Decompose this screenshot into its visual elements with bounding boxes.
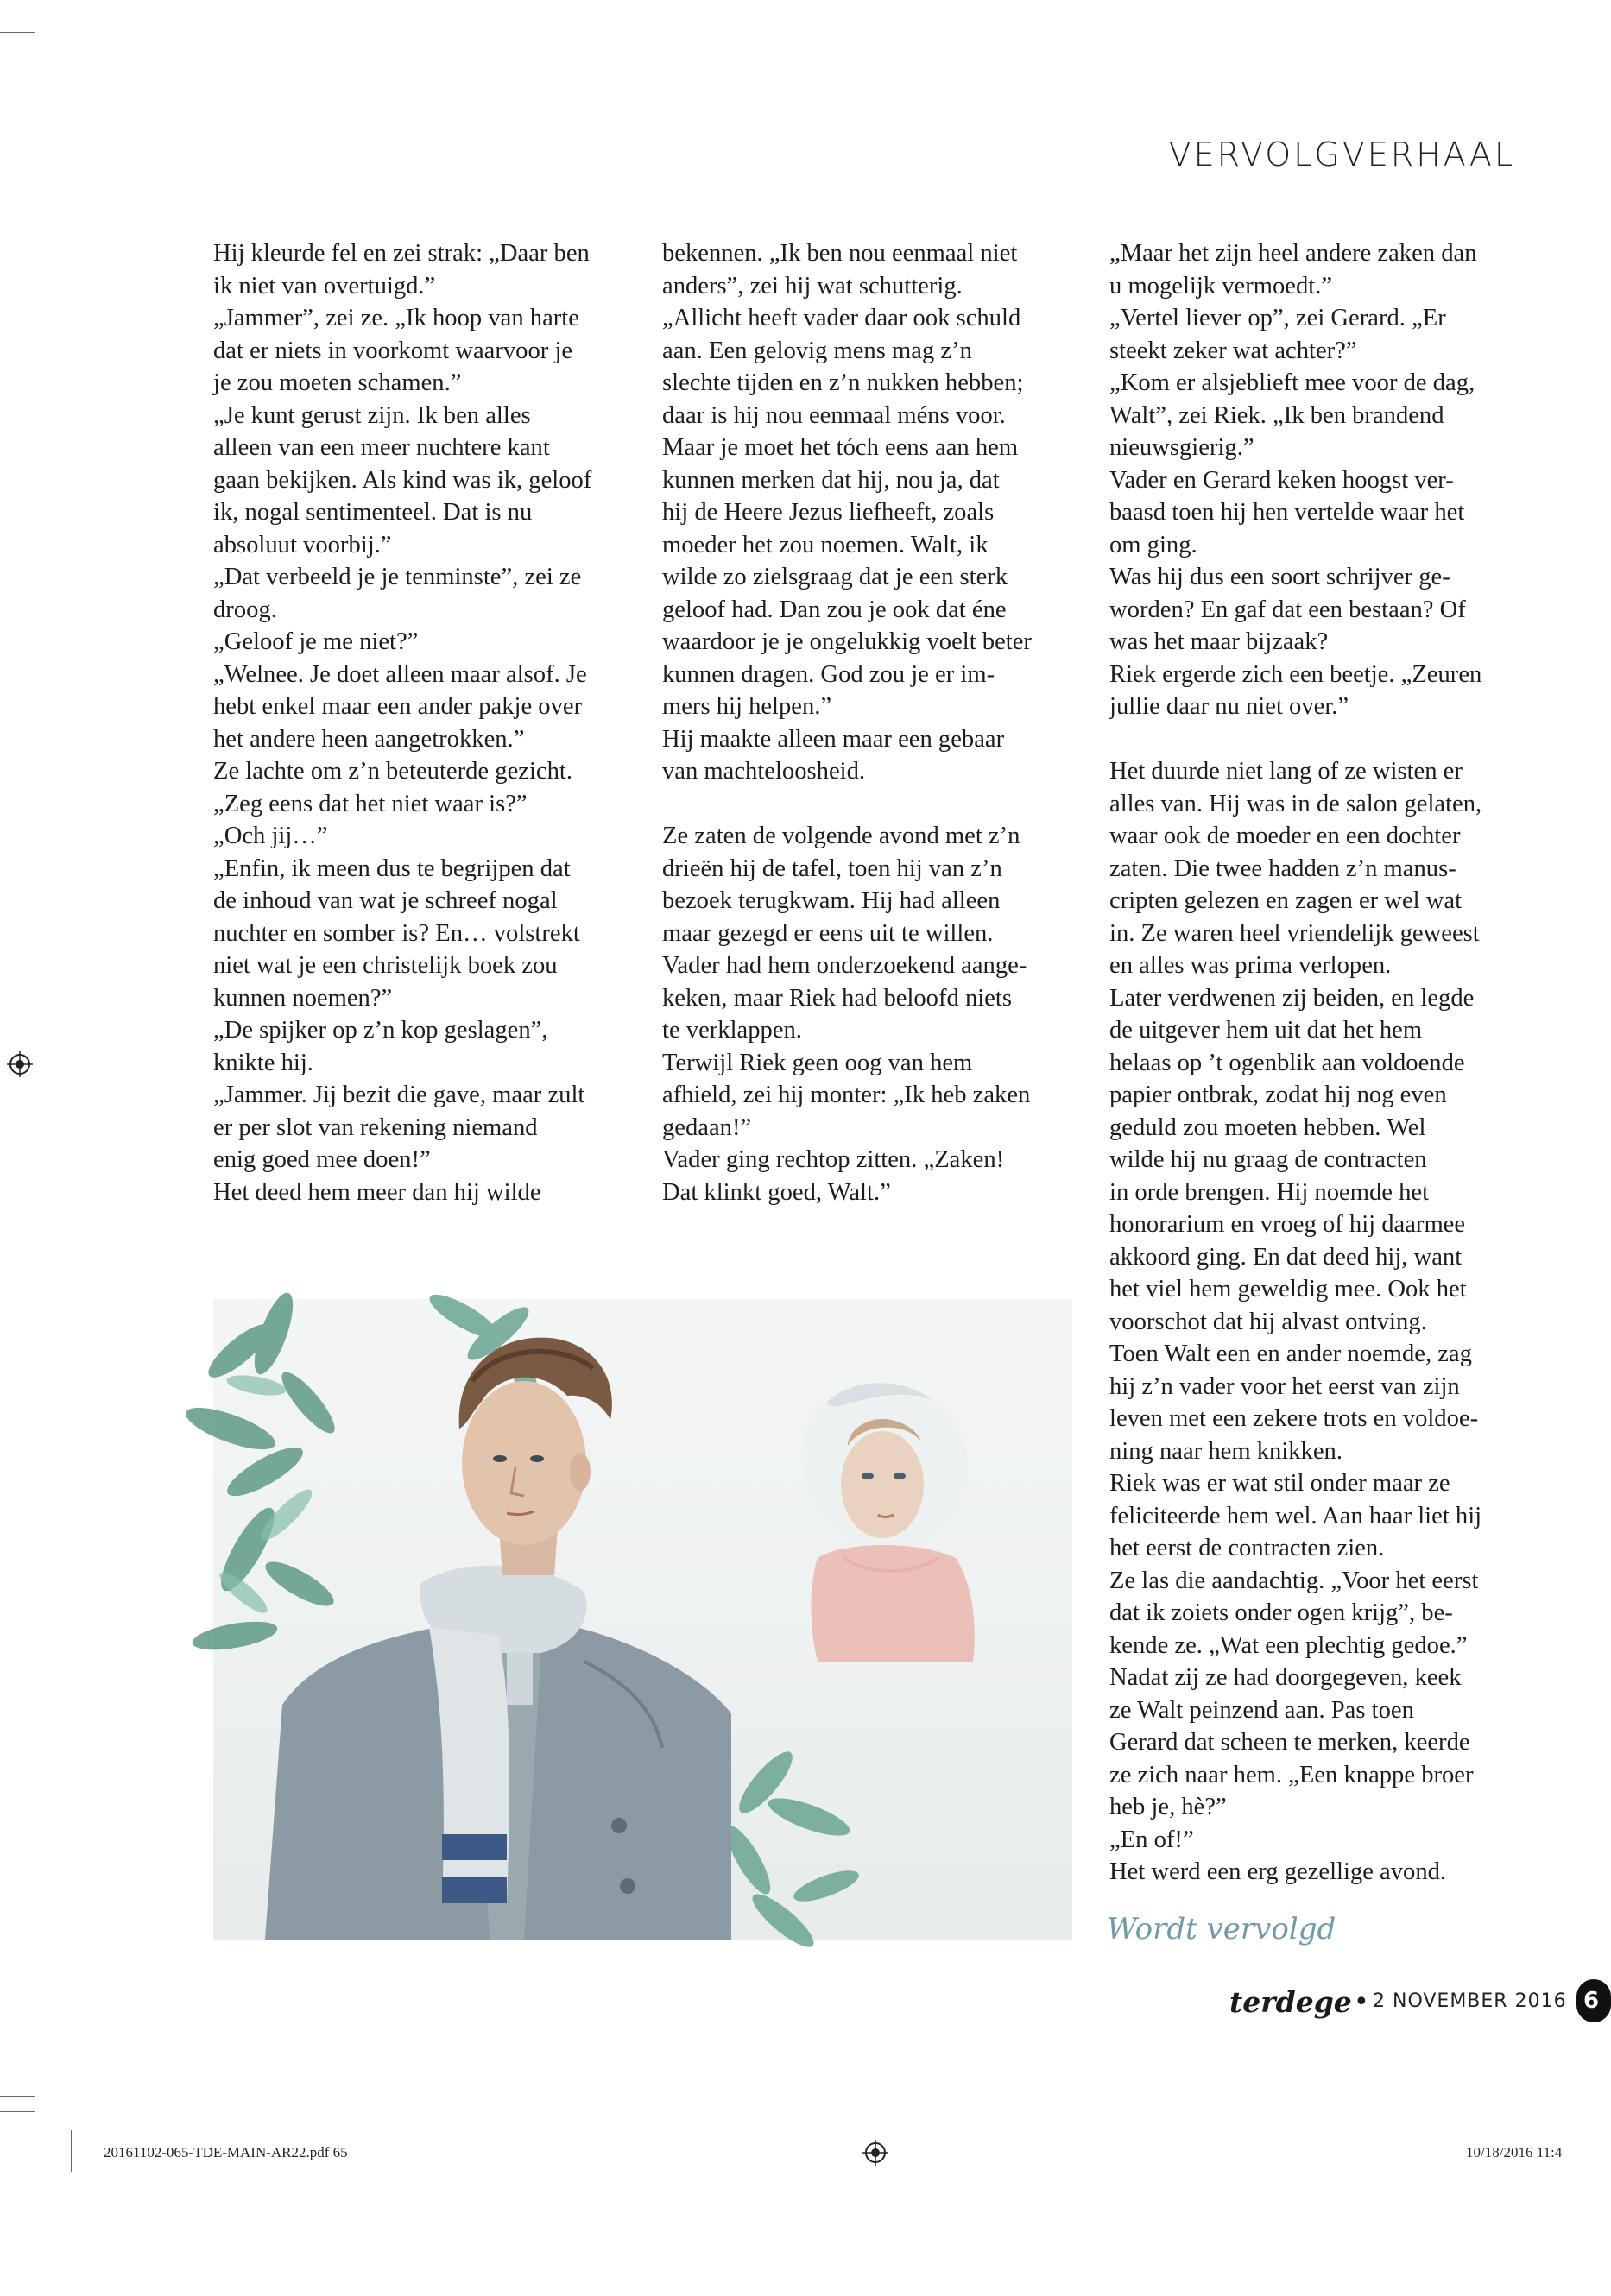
text-line: dat er niets in voorkomt waarvoor je xyxy=(213,337,573,364)
text-line: mers hij helpen.” xyxy=(662,693,832,720)
text-line: en alles was prima verlopen. xyxy=(1109,952,1392,979)
print-slug-timestamp: 10/18/2016 11:4 xyxy=(1466,2144,1563,2160)
text-line: Ze las die aandachtig. „Voor het eerst xyxy=(1109,1567,1479,1594)
text-line: drieën hij de tafel, toen hij van z’n xyxy=(662,855,1002,882)
text-line: om ging. xyxy=(1109,531,1197,558)
crop-mark xyxy=(0,2096,35,2097)
text-line: Hij kleurde fel en zei strak: „Daar ben xyxy=(213,240,590,267)
text-line: nuchter en somber is? En… volstrekt xyxy=(213,919,580,947)
text-line: je zou moeten schamen.” xyxy=(213,369,462,396)
text-line: was het maar bijzaak? xyxy=(1109,628,1329,655)
text-line: Het duurde niet lang of ze wisten er xyxy=(1109,758,1463,785)
text-line: Walt”, zei Riek. „Ik ben brandend xyxy=(1109,401,1444,429)
text-line: kende ze. „Wat een plechtig gedoe.” xyxy=(1109,1631,1468,1659)
text-line: baasd toen hij hen vertelde waar het xyxy=(1109,499,1465,526)
text-line: de inhoud van wat je schreef nogal xyxy=(213,887,558,914)
text-line: er per slot van rekening niemand xyxy=(213,1113,538,1141)
text-line: ik niet van overtuigd.” xyxy=(213,272,436,300)
text-line: Riek ergerde zich een beetje. „Zeuren xyxy=(1109,660,1482,688)
continued-note: Wordt vervolgd xyxy=(1107,1912,1336,1946)
text-line: steekt zeker wat achter?” xyxy=(1109,337,1357,364)
text-line: wilde zo zielsgraag dat je een sterk xyxy=(662,564,1008,590)
text-line: leven met een zekere trots en voldoe- xyxy=(1109,1405,1479,1432)
text-line: Riek was er wat stil onder maar ze xyxy=(1109,1470,1450,1497)
text-line: Vader had hem onderzoekend aange- xyxy=(662,952,1027,979)
text-line: daar is hij nou eenmaal méns voor. xyxy=(662,401,1006,429)
text-line: ning naar hem knikken. xyxy=(1109,1437,1342,1465)
text-line: alles van. Hij was in de salon gelaten, xyxy=(1109,790,1482,817)
text-line: helaas op ’t ogenblik aan voldoende xyxy=(1109,1049,1465,1076)
text-line: wilde hij nu graag de contracten xyxy=(1109,1146,1427,1173)
text-line: slechte tijden en z’n nukken hebben; xyxy=(662,369,1024,396)
text-line: kunnen noemen?” xyxy=(213,984,393,1012)
text-line: niet wat je een christelijk boek zou xyxy=(213,952,558,979)
text-line: keken, maar Riek had beloofd niets xyxy=(662,984,1012,1012)
section-title: VERVOLGVERHAAL xyxy=(1168,136,1515,173)
text-line: papier ontbrak, zodat hij nog even xyxy=(1109,1082,1447,1108)
text-line: akkoord ging. En dat deed hij, want xyxy=(1109,1243,1463,1271)
text-line: Het werd een erg gezellige avond. xyxy=(1109,1858,1447,1885)
text-line: ze Walt peinzend aan. Pas toen xyxy=(1109,1696,1414,1724)
text-line: hij z’n vader voor het eerst van zijn xyxy=(1109,1372,1460,1400)
text-line: aan. Een gelovig mens mag z’n xyxy=(662,337,972,364)
text-line: „Jammer. Jij bezit die gave, maar zult xyxy=(213,1082,585,1108)
text-line: „Och jij…” xyxy=(213,823,328,849)
footer-separator: • xyxy=(1354,1987,1369,2017)
registration-mark-icon xyxy=(862,2140,888,2166)
text-line: geduld zou moeten hebben. Wel xyxy=(1109,1113,1426,1141)
text-line: nieuwsgierig.” xyxy=(1109,434,1254,461)
text-line: moeder het zou noemen. Walt, ik xyxy=(662,531,989,558)
text-line: Gerard dat scheen te merken, keerde xyxy=(1109,1729,1470,1756)
text-line: droog. xyxy=(213,596,277,623)
text-column-3 xyxy=(1109,237,1524,1889)
text-line: van machteloosheid. xyxy=(662,758,866,785)
text-line: anders”, zei hij wat schutterig. xyxy=(662,272,963,300)
text-line: geloof had. Dan zou je ook dat éne xyxy=(662,596,1007,623)
text-line: ik, nogal sentimenteel. Dat is nu xyxy=(213,499,533,526)
text-line: „Zeg eens dat het niet waar is?” xyxy=(213,790,528,817)
text-line: gedaan!” xyxy=(662,1113,752,1141)
text-line: cripten gelezen en zagen er wel wat xyxy=(1109,887,1463,914)
text-line: voorschot dat hij alvast ontving. xyxy=(1109,1308,1427,1335)
text-line: „Allicht heeft vader daar ook schuld xyxy=(662,305,1021,331)
text-line: „Geloof je me niet?” xyxy=(213,628,419,655)
text-line: in orde brengen. Hij noemde het xyxy=(1109,1178,1430,1206)
text-line: Terwijl Riek geen oog van hem xyxy=(662,1049,973,1076)
story-illustration xyxy=(213,1299,1072,1940)
text-line: jullie daar nu niet over.” xyxy=(1109,693,1349,720)
text-column-2 xyxy=(662,237,1077,1208)
text-line: enig goed mee doen!” xyxy=(213,1146,431,1173)
text-line: Het deed hem meer dan hij wilde xyxy=(213,1178,541,1206)
text-line: worden? En gaf dat een bestaan? Of xyxy=(1109,596,1466,623)
text-line: maar gezegd er eens uit te willen. xyxy=(662,919,994,947)
text-line: ze zich naar hem. „Een knappe broer xyxy=(1109,1761,1474,1788)
text-line: kunnen dragen. God zou je er im- xyxy=(662,660,995,688)
text-line: „Dat verbeeld je je tenminste”, zei ze xyxy=(213,564,582,590)
text-line: gaan bekijken. Als kind was ik, geloof xyxy=(213,466,592,494)
text-line: waardoor je je ongelukkig voelt beter xyxy=(662,628,1032,655)
registration-mark-icon xyxy=(7,1051,33,1077)
text-line: bekennen. „Ik ben nou eenmaal niet xyxy=(662,240,1018,267)
text-line: te verklappen. xyxy=(662,1017,802,1044)
text-line: Toen Walt een en ander noemde, zag xyxy=(1109,1340,1472,1367)
text-line: Vader en Gerard keken hoogst ver- xyxy=(1109,466,1454,494)
crop-mark xyxy=(71,2130,72,2172)
text-line: het andere heen aangetrokken.” xyxy=(213,725,525,753)
text-line: heb je, hè?” xyxy=(1109,1794,1227,1820)
text-line: honorarium en vroeg of hij daarmee xyxy=(1109,1211,1466,1238)
text-line: dat ik zoiets onder ogen krijg”, be- xyxy=(1109,1599,1453,1626)
text-line: Maar je moet het tóch eens aan hem xyxy=(662,434,1019,461)
text-line: u mogelijk vermoedt.” xyxy=(1109,272,1333,300)
text-line: afhield, zei hij monter: „Ik heb zaken xyxy=(662,1082,1031,1108)
crop-mark xyxy=(0,2111,35,2112)
text-line: Hij maakte alleen maar een gebaar xyxy=(662,725,1005,753)
text-column-1 xyxy=(213,237,628,1208)
text-line: „Kom er alsjeblieft mee voor de dag, xyxy=(1109,369,1475,396)
text-line: „En of!” xyxy=(1109,1826,1194,1853)
text-line: zaten. Die twee hadden z’n manus- xyxy=(1109,855,1456,882)
text-line: in. Ze waren heel vriendelijk geweest xyxy=(1109,919,1480,947)
page-number-tab: 6 xyxy=(1576,1979,1611,2022)
text-line: „Maar het zijn heel andere zaken dan xyxy=(1109,240,1477,267)
text-line: knikte hij. xyxy=(213,1049,313,1076)
text-line: absoluut voorbij.” xyxy=(213,531,392,558)
print-slug-file: 20161102-065-TDE-MAIN-AR22.pdf 65 xyxy=(104,2144,348,2160)
text-line: bezoek terugkwam. Hij had alleen xyxy=(662,887,1001,914)
text-line: „Enfin, ik meen dus te begrijpen dat xyxy=(213,855,571,882)
text-line: het eerst de contracten zien. xyxy=(1109,1535,1385,1561)
text-line: „Je kunt gerust zijn. Ik ben alles xyxy=(213,401,531,429)
text-line: feliciteerde hem wel. Aan haar liet hij xyxy=(1109,1502,1482,1530)
crop-mark xyxy=(0,32,35,33)
text-line: „De spijker op z’n kop geslagen”, xyxy=(213,1017,548,1044)
text-line: kunnen merken dat hij, nou ja, dat xyxy=(662,466,1000,494)
text-line: Was hij dus een soort schrijver ge- xyxy=(1109,564,1450,590)
paragraph-break xyxy=(1109,723,1524,756)
text-line: de uitgever hem uit dat het hem xyxy=(1109,1017,1423,1044)
text-line: Dat klinkt goed, Walt.” xyxy=(662,1178,891,1206)
text-line: het viel hem geweldig mee. Ook het xyxy=(1109,1276,1467,1303)
paragraph-break xyxy=(662,788,1077,821)
text-line: Later verdwenen zij beiden, en legde xyxy=(1109,984,1475,1012)
text-line: waar ook de moeder en een dochter xyxy=(1109,823,1461,849)
text-line: „Welnee. Je doet alleen maar alsof. Je xyxy=(213,660,587,688)
text-line: „Jammer”, zei ze. „Ik hoop van harte xyxy=(213,305,579,331)
text-line: hebt enkel maar een ander pakje over xyxy=(213,693,583,720)
issue-date: 2 NOVEMBER 2016 xyxy=(1373,1990,1567,2012)
text-line: „Vertel liever op”, zei Gerard. „Er xyxy=(1109,305,1446,331)
text-line: Vader ging rechtop zitten. „Zaken! xyxy=(662,1146,1005,1173)
text-line: Ze zaten de volgende avond met z’n xyxy=(662,823,1020,849)
text-line: Nadat zij ze had doorgegeven, keek xyxy=(1109,1664,1462,1691)
text-line: hij de Heere Jezus liefheeft, zoals xyxy=(662,499,995,526)
text-line: Ze lachte om z’n beteuterde gezicht. xyxy=(213,758,572,785)
magazine-brand: terdege xyxy=(1229,1985,1352,2019)
text-line: alleen van een meer nuchtere kant xyxy=(213,434,550,461)
